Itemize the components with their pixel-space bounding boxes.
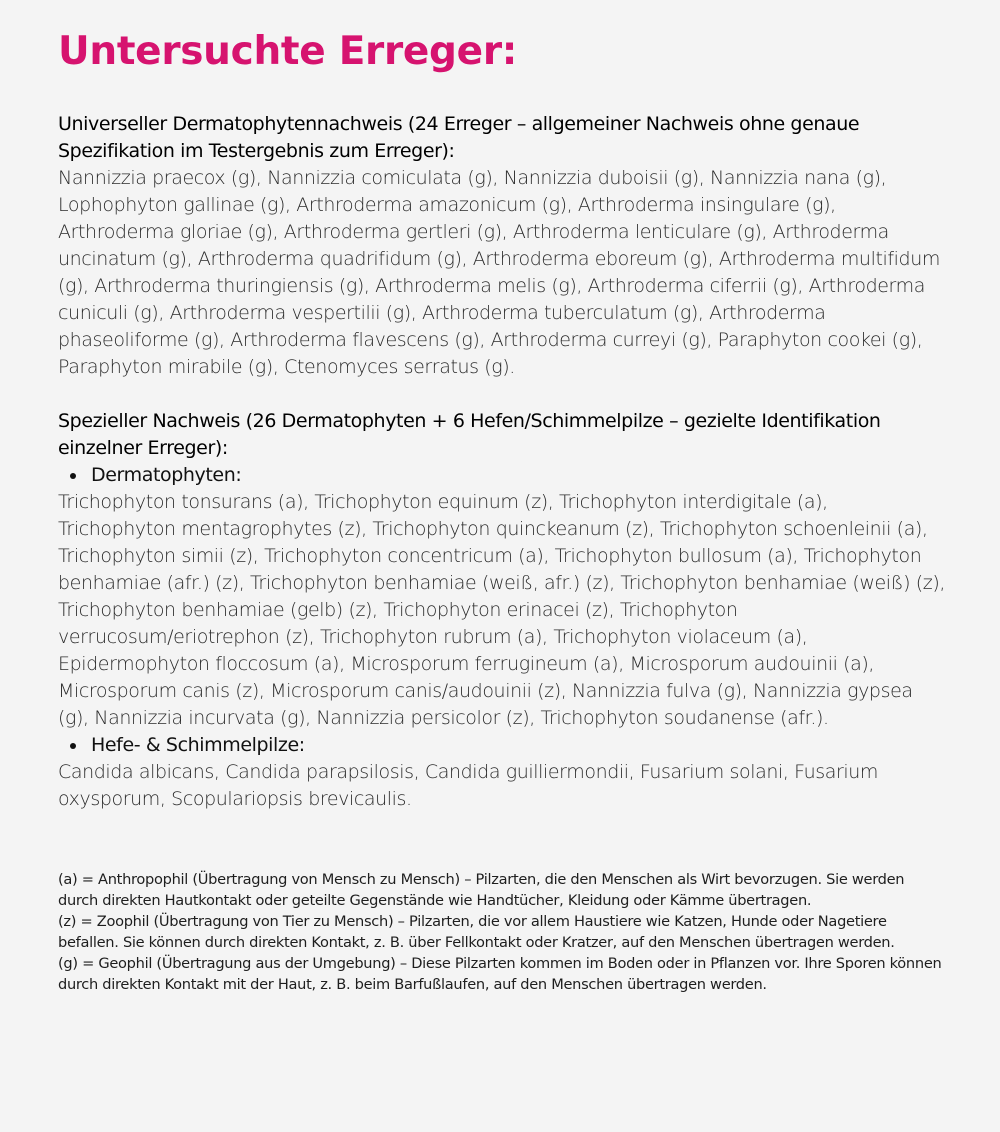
legend-zoophil: (z) = Zoophil (Übertragung von Tier zu Mensch) – Pilzarten, die vor allem Haustiere wie Katzen, Hunde oder Nagetiere befallen. Sie können durch direkten Kontakt, z. B. über Fellkontakt oder Kratzer, auf den Menschen übertragen werden.	[58, 913, 895, 951]
universal-pathogen-list: Nannizzia praecox (g), Nannizzia comiculata (g), Nannizzia duboisii (g), Nannizzia nana (g), Lophophyton gallinae (g), Arthroderma amazonicum (g), Arthroderma insingulare (g), Arthroderma gloriae (g), Arthroderma gertleri (g), Arthroderma lenticulare (g), Arthroderma uncinatum (g), Arthroderma quadrifidum (g), Arthroderma eboreum (g), Arthroderma multifidum (g), Arthroderma thuringiensis (g), Arthroderma melis (g), Arthroderma ciferrii (g), Arthroderma cuniculi (g), Arthroderma vespertilii (g), Arthroderma tuberculatum (g), Arthroderma phaseoliforme (g), Arthroderma flavescens (g), Arthroderma curreyi (g), Paraphyton cookei (g), Paraphyton mirabile (g), Ctenomyces serratus (g).	[58, 167, 940, 378]
page-content	[58, 26, 948, 995]
dermatophytes-list: Trichophyton tonsurans (a), Trichophyton equinum (z), Trichophyton interdigitale (a), Trichophyton mentagrophytes (z), Trichophyton quinckeanum (z), Trichophyton schoenleinii (a), Trichophyton simii (z), Trichophyton concentricum (a), Trichophyton bullosum (a), Trichophyton benhamiae (afr.) (z), Trichophyton benhamiae (weiß, afr.) (z), Trichophyton benhamiae (weiß) (z), Trichophyton benhamiae (gelb) (z), Trichophyton erinacei (z), Trichophyton verrucosum/eriotrephon (z), Trichophyton rubrum (a), Trichophyton violaceum (a), Epidermophyton floccosum (a), Microsporum ferrugineum (a), Microsporum audouinii (a), Microsporum canis (z), Microsporum canis/audouinii (z), Nannizzia fulva (g), Nannizzia gypsea (g), Nannizzia incurvata (g), Nannizzia persicolor (z), Trichophyton soudanense (afr.).	[58, 491, 946, 729]
legend-geophil: (g) = Geophil (Übertragung aus der Umgebung) – Diese Pilzarten kommen im Boden oder in Pflanzen vor. Ihre Sporen können durch direkten Kontakt mit der Haut, z. B. beim Barfußlaufen, auf den Menschen übertragen werden.	[58, 955, 942, 993]
dermatophytes-bullet: Dermatophyten:	[58, 462, 948, 489]
molds-bullet: Hefe- & Schimmelpilze:	[58, 732, 948, 759]
page-title: Untersuchte Erreger:	[58, 29, 518, 74]
special-heading: Spezieller Nachweis (26 Dermatophyten + 6 Hefen/Schimmelpilze – gezielte Identifikation einzelner Erreger):	[58, 410, 881, 459]
legend	[58, 869, 948, 995]
legend-anthropophil: (a) = Anthropophil (Übertragung von Mensch zu Mensch) – Pilzarten, die den Menschen als Wirt bevorzugen. Sie werden durch direkten Hautkontakt oder geteilte Gegenstände wie Handtücher, Kleidung oder Kämme übertragen.	[58, 871, 905, 909]
molds-list: Candida albicans, Candida parapsilosis, Candida guilliermondii, Fusarium solani, Fusarium oxysporum, Scopulariopsis brevicaulis.	[58, 761, 879, 810]
special-section	[58, 408, 948, 813]
universal-section	[58, 111, 948, 381]
universal-heading: Universeller Dermatophytennachweis (24 Erreger – allgemeiner Nachweis ohne genaue Spezifikation im Testergebnis zum Erreger):	[58, 113, 860, 162]
